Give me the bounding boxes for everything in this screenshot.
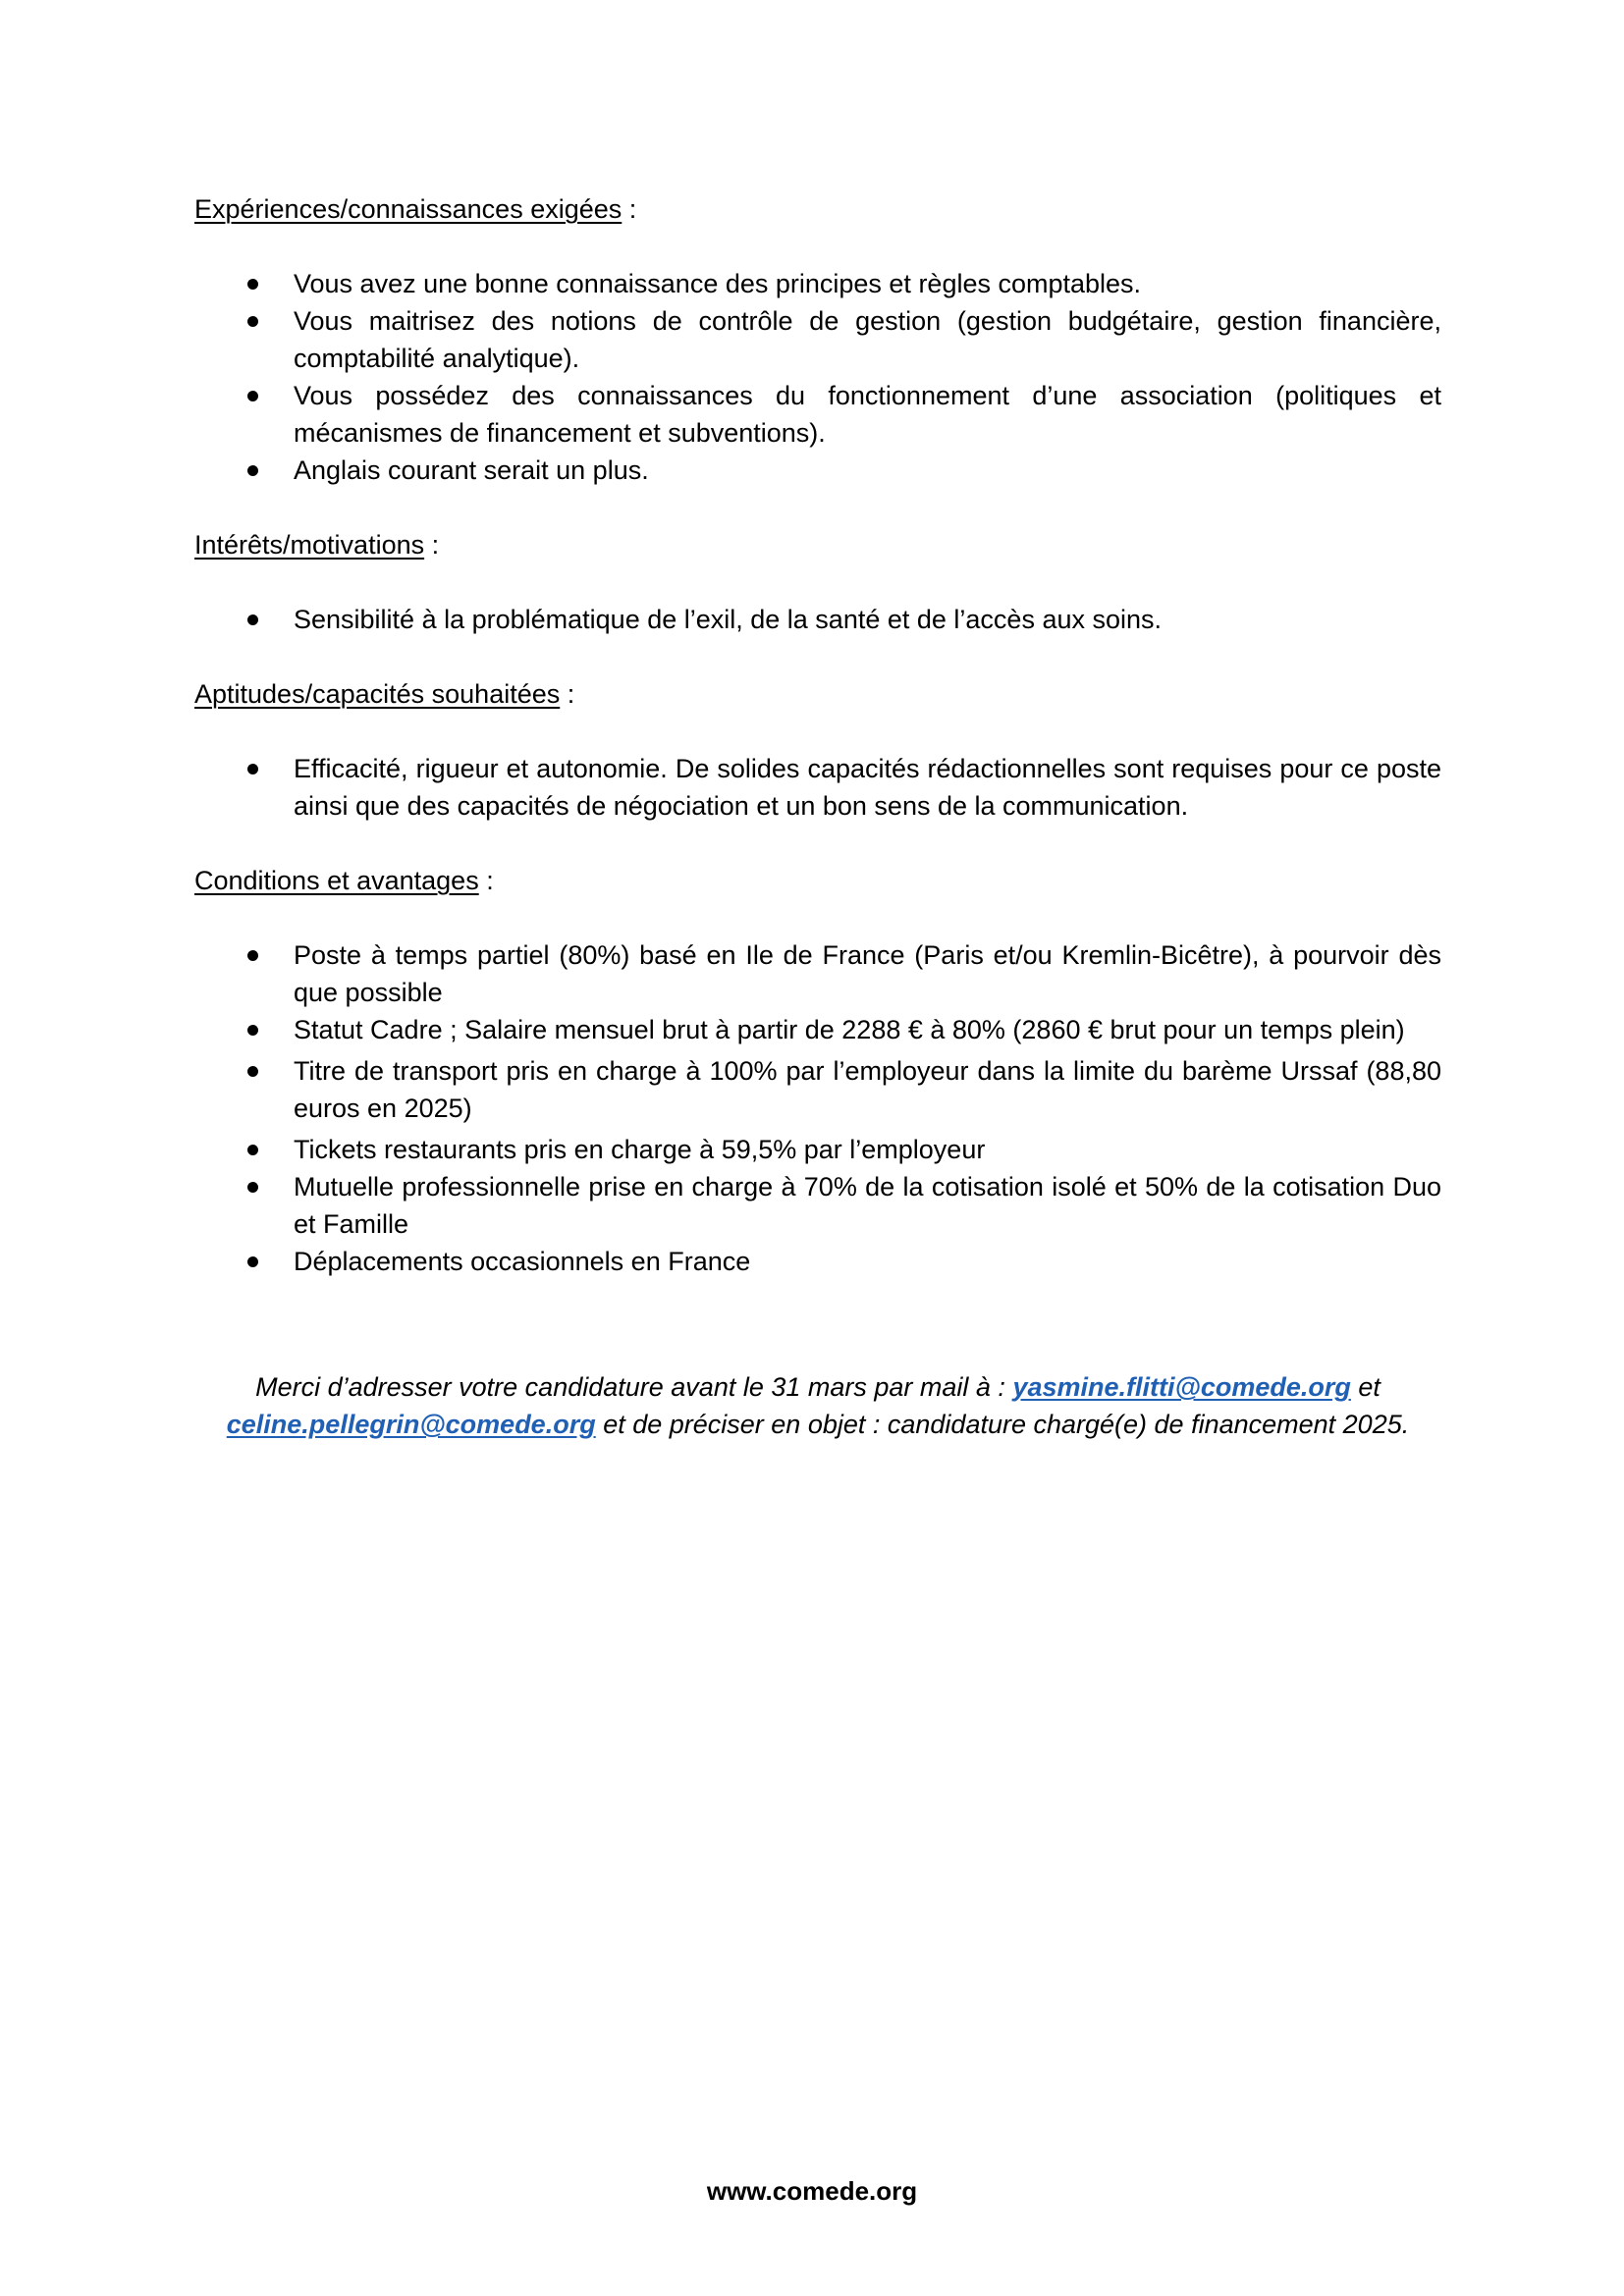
heading-suffix: : xyxy=(560,679,575,709)
heading-suffix: : xyxy=(622,194,637,224)
list-item-text: Vous maitrisez des notions de contrôle de gestion (gestion budgétaire, gestion financière, comptabilité analytique). xyxy=(294,306,1441,373)
closing-text: et xyxy=(1350,1372,1380,1402)
heading-text: Expériences/connaissances exigées xyxy=(194,194,623,224)
section-experiences xyxy=(194,190,1441,489)
list-item-text: Titre de transport pris en charge à 100% par l’employeur dans la limite du barème Urssaf (88,80 euros en 2025) xyxy=(294,1056,1441,1123)
section-conditions xyxy=(194,862,1441,1280)
heading-text: Aptitudes/capacités souhaitées xyxy=(194,679,561,709)
bullet-icon xyxy=(247,614,258,625)
list-item-text: Anglais courant serait un plus. xyxy=(294,455,649,485)
section-aptitudes xyxy=(194,675,1441,825)
bullet-icon xyxy=(247,391,258,401)
bullet-list xyxy=(194,601,1441,638)
bullet-icon xyxy=(247,316,258,327)
list-item xyxy=(194,302,1441,377)
list-item xyxy=(194,1131,1441,1168)
bullet-icon xyxy=(247,764,258,774)
email-link-celine[interactable]: celine.pellegrin@comede.org xyxy=(226,1410,596,1439)
bullet-list xyxy=(194,936,1441,1280)
list-item-text: Sensibilité à la problématique de l’exil, de la santé et de l’accès aux soins. xyxy=(294,605,1163,634)
section-heading xyxy=(194,526,1441,563)
heading-text: Intérêts/motivations xyxy=(194,530,425,560)
list-item xyxy=(194,452,1441,489)
closing-text: et de préciser en objet : candidature chargé(e) de financement 2025. xyxy=(595,1410,1410,1439)
list-item xyxy=(194,750,1441,825)
list-item-text: Déplacements occasionnels en France xyxy=(294,1247,751,1276)
bullet-icon xyxy=(247,1145,258,1155)
heading-suffix: : xyxy=(478,866,494,895)
list-item xyxy=(194,265,1441,302)
list-item xyxy=(194,1052,1441,1127)
list-item xyxy=(194,936,1441,1011)
bullet-icon xyxy=(247,1025,258,1036)
bullet-icon xyxy=(247,1256,258,1267)
list-item xyxy=(194,1011,1441,1048)
list-item xyxy=(194,1243,1441,1280)
list-item-text: Vous avez une bonne connaissance des principes et règles comptables. xyxy=(294,269,1142,298)
document-body xyxy=(194,190,1441,1317)
list-item xyxy=(194,1168,1441,1243)
list-item-text: Tickets restaurants pris en charge à 59,5% par l’employeur xyxy=(294,1135,986,1164)
list-item-text: Vous possédez des connaissances du fonctionnement d’une association (politiques et mécanismes de financement et subventions). xyxy=(294,381,1441,448)
list-item-text: Mutuelle professionnelle prise en charge à 70% de la cotisation isolé et 50% de la cotisation Duo et Famille xyxy=(294,1172,1441,1239)
bullet-icon xyxy=(247,950,258,961)
heading-text: Conditions et avantages xyxy=(194,866,479,895)
bullet-list xyxy=(194,750,1441,825)
list-item-text: Poste à temps partiel (80%) basé en Ile de France (Paris et/ou Kremlin-Bicêtre), à pourvoir dès que possible xyxy=(294,940,1441,1007)
list-item-text: Statut Cadre ; Salaire mensuel brut à partir de 2288 € à 80% (2860 € brut pour un temps plein) xyxy=(294,1015,1405,1044)
list-item xyxy=(194,601,1441,638)
closing-paragraph xyxy=(194,1368,1441,1443)
footer-website: www.comede.org xyxy=(706,2176,918,2206)
bullet-icon xyxy=(247,1066,258,1077)
bullet-icon xyxy=(247,279,258,290)
heading-suffix: : xyxy=(424,530,440,560)
section-heading xyxy=(194,862,1441,899)
bullet-icon xyxy=(247,1182,258,1193)
list-item xyxy=(194,377,1441,452)
section-heading xyxy=(194,190,1441,228)
closing-text: Merci d’adresser votre candidature avant le 31 mars par mail à : xyxy=(255,1372,1013,1402)
section-heading xyxy=(194,675,1441,713)
email-link-yasmine[interactable]: yasmine.flitti@comede.org xyxy=(1012,1372,1351,1402)
list-item-text: Efficacité, rigueur et autonomie. De solides capacités rédactionnelles sont requises pour ce poste ainsi que des capacités de négociation et un bon sens de la communication. xyxy=(294,754,1441,821)
bullet-list xyxy=(194,265,1441,489)
section-interets xyxy=(194,526,1441,638)
bullet-icon xyxy=(247,465,258,476)
